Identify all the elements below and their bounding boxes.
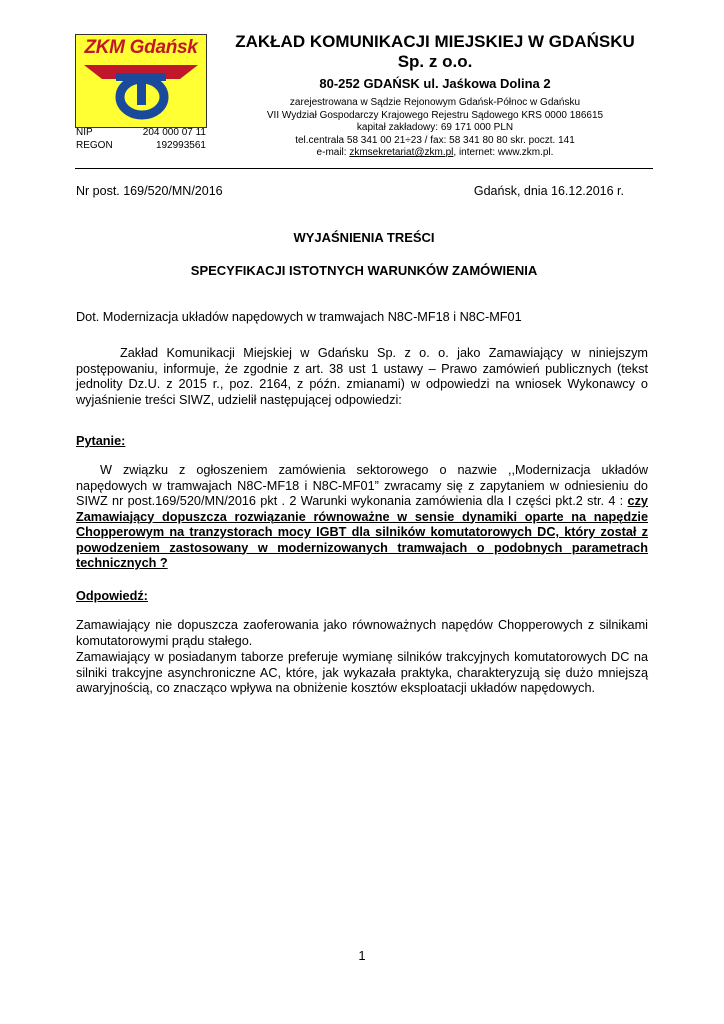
question-emphasis: czy Zamawiający dopuszcza rozwiązanie równoważne w sensie dynamiki oparte na napędzie Chopperowym na tranzystorach mocy IGBT dla silników komutatorowych DC, który został z powodzeniem zastosowany w modernizowanych tramwajach o podobnych parametrach technicznych ? — [76, 494, 648, 570]
intro-paragraph: Zakład Komunikacji Miejskiej w Gdańsku Sp. z o. o. jako Zamawiający w niniejszym postępowaniu, informuje, że zgodnie z art. 38 ust 1 ustawy – Prawo zamówień publicznych (tekst jednolity Dz.U. z 2015 r., poz. 2164, z późn. zmianami) w odpowiedzi na wniosek Wykonawcy o wyjaśnienie treści SIWZ, udzielił następującej odpowiedzi: — [76, 346, 648, 407]
answer-paragraph-1: Zamawiający nie dopuszcza zaoferowania jako równoważnych napędów Chopperowych z silnikami komutatorowymi prądu stałego. — [76, 618, 648, 648]
registration-court: zarejestrowana w Sądzie Rejonowym Gdańsk-Północ w Gdańsku — [289, 97, 581, 108]
reference-number: Nr post. 169/520/MN/2016 — [76, 184, 223, 198]
question-paragraph — [76, 463, 648, 572]
answer-label-wrap — [76, 589, 648, 605]
heading-clarifications: WYJAŚNIENIA TREŚCI — [293, 230, 435, 245]
zkm-logo — [75, 34, 207, 128]
share-capital: kapitał zakładowy: 69 171 000 PLN — [356, 122, 514, 133]
nip-label: NIP — [76, 127, 93, 138]
answer-paragraph-2: Zamawiający w posiadanym taborze preferuje wymianę silników trakcyjnych komutatorowych DC na silniki trakcyjne asynchroniczne AC, które, jak wykazała praktyka, charakteryzują się dużo mniejszą awaryjnością, co znacząco wpływa na obniżenie kosztów eksploatacji układów napędowych. — [76, 650, 648, 695]
regon-value: 192993561 — [155, 140, 206, 151]
registration-info — [215, 97, 655, 160]
question-text: W związku z ogłoszeniem zamówienia sektorowego o nazwie ,,Modernizacja układów napędowych w tramwajach N8C-MF18 i N8C-MF01” zwracamy się z zapytaniem w odniesieniu do SIWZ nr post.169/520/MN/2016 pkt . 2 Warunki wykonania zamówienia dla I części pkt.2 str. 4 : — [76, 463, 648, 508]
question-label-wrap — [76, 434, 648, 450]
contact-line — [215, 147, 655, 160]
question-label: Pytanie: — [76, 434, 126, 448]
registration-krs: VII Wydział Gospodarczy Krajowego Rejestru Sądowego KRS 0000 186615 — [266, 109, 604, 121]
company-ids — [76, 126, 206, 152]
company-form: Sp. z o.o. — [397, 52, 473, 71]
logo-text: ZKM Gdańsk — [84, 37, 198, 58]
email-prefix: e-mail: — [316, 147, 350, 158]
company-address: 80-252 GDAŃSK ul. Jaśkowa Dolina 2 — [319, 76, 551, 91]
page-number: 1 — [358, 948, 366, 963]
heading-siwz: SPECYFIKACJI ISTOTNYCH WARUNKÓW ZAMÓWIENIA — [190, 263, 538, 278]
regon-label: REGON — [76, 140, 113, 151]
answer-label: Odpowiedź: — [76, 589, 148, 603]
internet-text: , internet: www.zkm.pl. — [453, 147, 554, 158]
phone-fax: tel.centrala 58 341 00 21÷23 / fax: 58 341 80 80 skr. poczt. 141 — [295, 134, 575, 146]
email-link[interactable]: zkmsekretariat@zkm.pl — [349, 147, 454, 158]
letter-date: Gdańsk, dnia 16.12.2016 r. — [473, 184, 624, 198]
subject-line: Dot. Modernizacja układów napędowych w tramwajach N8C-MF18 i N8C-MF01 — [76, 310, 522, 324]
header-divider — [75, 168, 653, 169]
letterhead — [215, 32, 655, 160]
company-name: ZAKŁAD KOMUNIKACJI MIEJSKIEJ W GDAŃSKU — [235, 32, 635, 51]
nip-value: 204 000 07 11 — [142, 127, 206, 138]
